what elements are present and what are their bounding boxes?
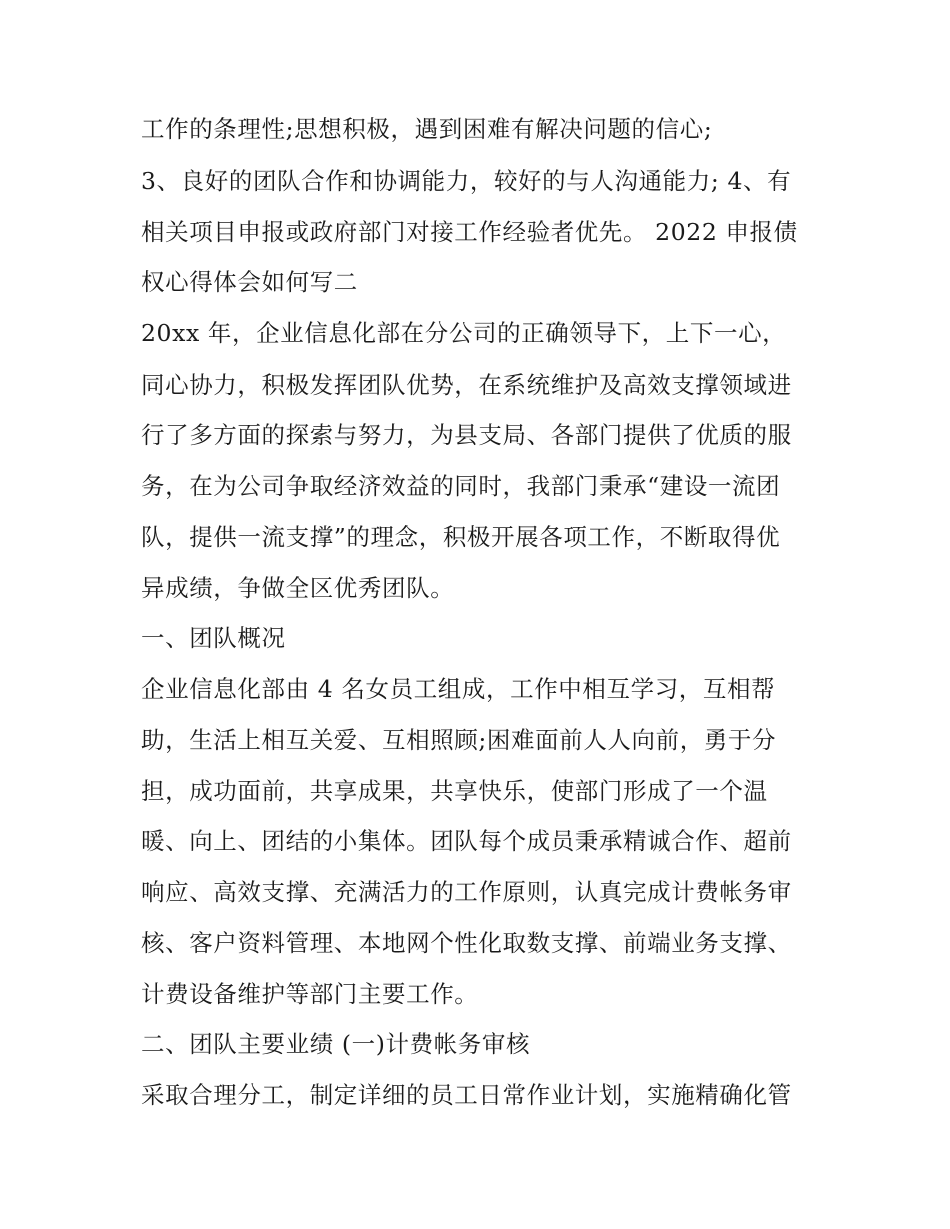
text-line: 行了多方面的探索与努力，为县支局、各部门提供了优质的服 [141, 421, 792, 449]
text-line: 队，提供一流支撑”的理念，积极开展各项工作，不断取得优 [141, 523, 781, 551]
text-line: 同心协力，积极发挥团队优势，在系统维护及高效支撑领域进 [141, 371, 792, 399]
text-line: 20xx 年，企业信息化部在分公司的正确领导下，上下一心， [141, 319, 787, 347]
text-line: 响应、高效支撑、充满活力的工作原则，认真完成计费帐务审 [141, 878, 792, 906]
text-line: 担，成功面前，共享成果，共享快乐，使部门形成了一个温 [141, 777, 768, 805]
section-heading: 一、团队概况 [141, 624, 286, 652]
section-heading: 二、团队主要业绩 (一)计费帐务审核 [141, 1030, 531, 1058]
text-line: 采取合理分工，制定详细的员工日常作业计划，实施精确化管 [141, 1081, 792, 1109]
text-line: 核、客户资料管理、本地网个性化取数支撑、前端业务支撑、 [141, 929, 792, 957]
text-line: 务，在为公司争取经济效益的同时，我部门秉承“建设一流团 [141, 472, 781, 500]
text-line: 企业信息化部由 4 名女员工组成，工作中相互学习，互相帮 [141, 675, 776, 703]
text-line: 相关项目申报或政府部门对接工作经验者优先。 2022 申报债 [141, 218, 798, 246]
text-line: 权心得体会如何写二 [141, 268, 358, 296]
text-line: 工作的条理性;思想积极，遇到困难有解决问题的信心; [141, 115, 713, 143]
text-line: 助，生活上相互关爱、互相照顾;困难面前人人向前，勇于分 [141, 726, 777, 754]
text-line: 计费设备维护等部门主要工作。 [141, 980, 479, 1008]
text-line: 3、良好的团队合作和协调能力，较好的与人沟通能力; 4、有 [141, 167, 792, 195]
text-line: 异成绩，争做全区优秀团队。 [141, 574, 455, 602]
text-line: 暖、向上、团结的小集体。团队每个成员秉承精诚合作、超前 [141, 827, 792, 855]
